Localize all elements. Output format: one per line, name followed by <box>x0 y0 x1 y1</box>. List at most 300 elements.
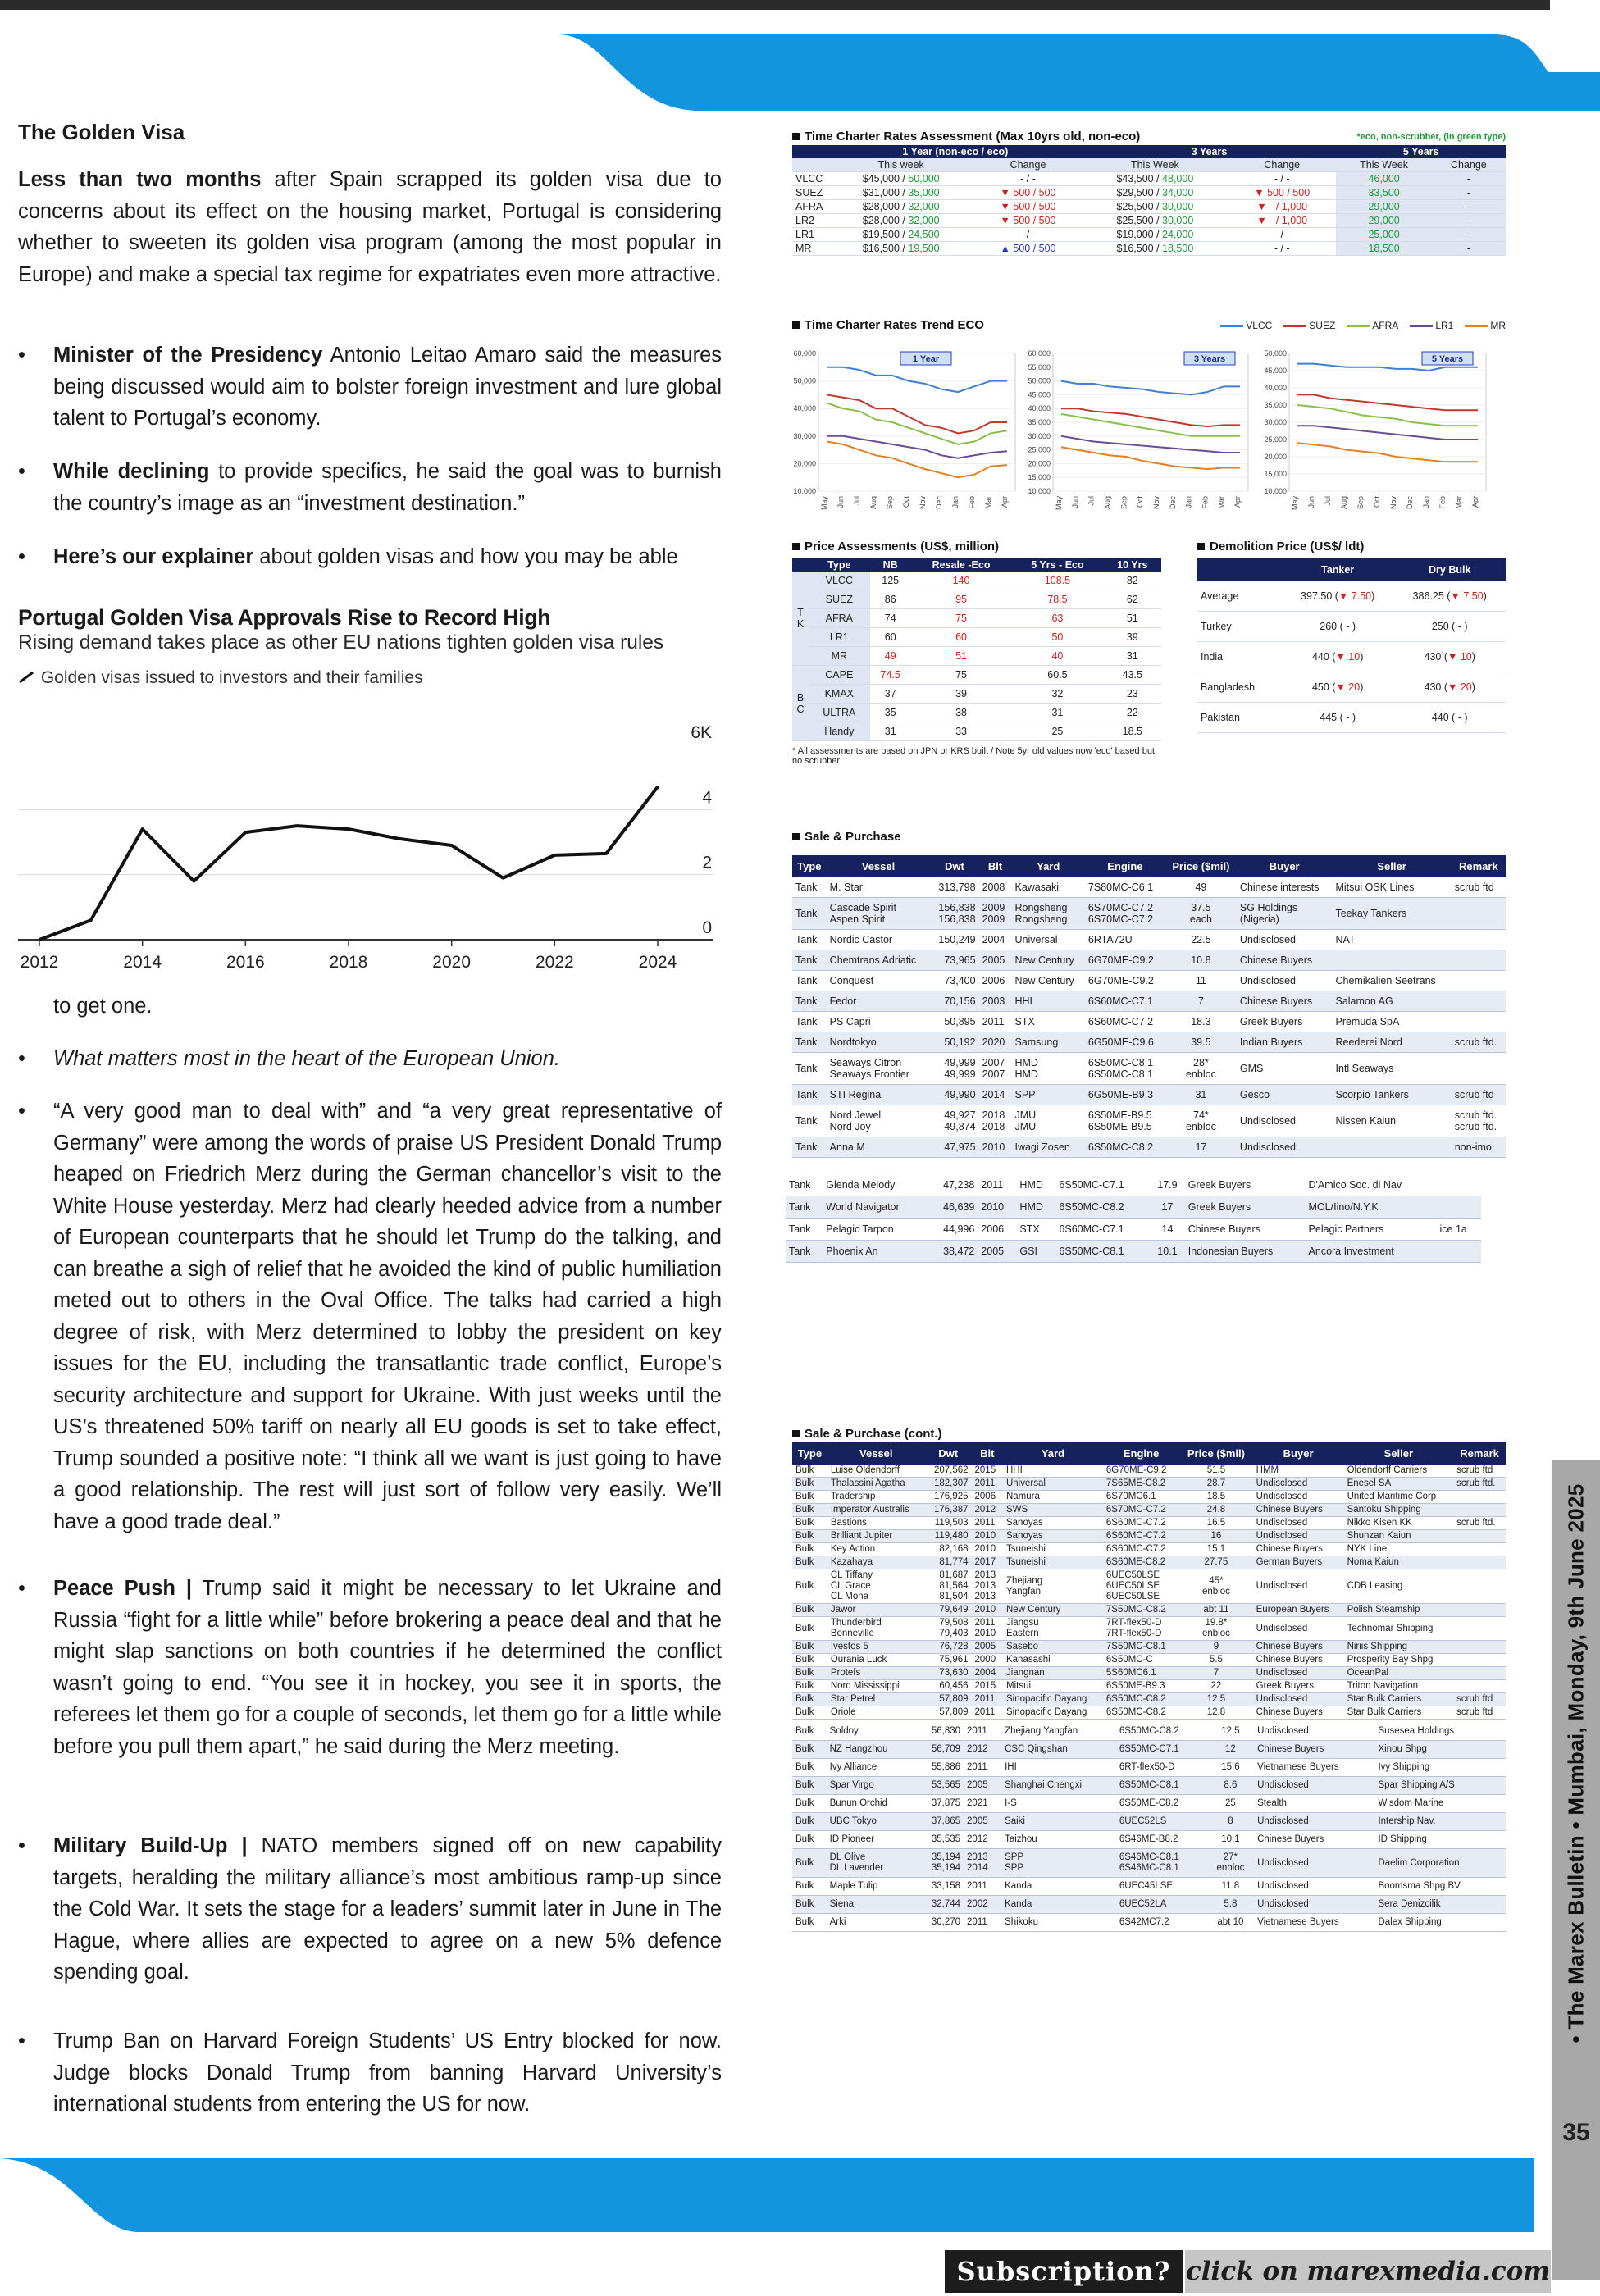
sp-cell: New Century <box>1011 950 1084 971</box>
sp-cell <box>1452 930 1506 950</box>
sale-purchase-extra-table <box>786 1174 1481 1263</box>
trend-x-label: Apr <box>1001 496 1009 508</box>
sp-cell: 119,503 <box>925 1517 972 1530</box>
sp-cell: scrub ftd <box>1453 1465 1506 1478</box>
sp-row <box>792 930 1506 950</box>
tc-5yr-change: - <box>1432 200 1506 214</box>
sp-cell: Premuda SpA <box>1332 1012 1451 1032</box>
tc-1yr-change: ▲ 500 / 500 <box>973 242 1082 256</box>
demo-drybulk: 440 ( - ) <box>1393 703 1506 733</box>
sp-cell <box>1452 1053 1506 1085</box>
sp-cell: Bastions <box>827 1517 925 1530</box>
bullet-declining: • While declining to provide specifics, he said the goal was to burnish the country’s image as an “investment destination.” <box>18 460 722 515</box>
sp-cell: 6UEC45LSE <box>1116 1878 1207 1896</box>
sp-cell: 15.6 <box>1207 1759 1254 1777</box>
trend-y-label: 35,000 <box>1264 401 1287 409</box>
bullet-harvard: • Trump Ban on Harvard Foreign Students’ US Entry blocked for now. Judge blocks Donald Trump from banning Harvard University’s international students from entering the US for now. <box>18 2025 722 2121</box>
pa-cell: 140 <box>911 572 1011 590</box>
sp-cell: Conquest <box>827 971 931 991</box>
sp-cell: 2012 <box>972 1504 1003 1517</box>
sp-cell: 2002 <box>964 1896 1001 1914</box>
sp-cell: 2015 <box>972 1680 1003 1693</box>
trend-panel <box>1264 349 1486 510</box>
sp-cell: Undisclosed <box>1253 1478 1344 1491</box>
sp-cell: Universal <box>1003 1478 1103 1491</box>
sp-row <box>792 1667 1506 1680</box>
bullet-bold: Here’s our explainer <box>53 545 254 568</box>
sp-cell: Xinou Shpg <box>1374 1741 1497 1759</box>
sp-cell: scrub ftd <box>1453 1693 1506 1706</box>
data-point <box>244 831 247 834</box>
sp-cell: Bulk <box>792 1777 827 1795</box>
sp-row <box>792 1914 1506 1932</box>
x-tick-label: 2016 <box>226 953 265 972</box>
demo-row <box>1197 612 1506 642</box>
sale2-title-text: Sale & Purchase (cont.) <box>805 1427 942 1441</box>
sp-cell: Niriis Shipping <box>1344 1641 1454 1654</box>
sp-cell: 6S50MC-C8.2 <box>1055 1196 1150 1219</box>
demo-row <box>1197 581 1506 612</box>
sp-cell: 6S50MC-C8.1 <box>1055 1241 1150 1263</box>
trend-y-label: 10,000 <box>1028 487 1051 495</box>
trend-y-label: 30,000 <box>1028 431 1051 440</box>
sp-cell: Chinese interests <box>1237 877 1333 898</box>
sp-cell: Sanoyas <box>1003 1530 1103 1543</box>
sp-cell: 2005 <box>964 1777 1001 1795</box>
trend-x-label: Apr <box>1471 496 1479 508</box>
sp-cell: 32,744 <box>915 1896 964 1914</box>
sp-cell: PS Capri <box>827 1012 931 1032</box>
sp-cell: 2010 <box>972 1543 1003 1556</box>
sp-cell: Kanda <box>1001 1878 1116 1896</box>
demo-row <box>1197 672 1506 703</box>
sp-cell: 44,996 <box>928 1219 978 1241</box>
sp-cell: 73,965 <box>930 950 978 971</box>
pa-cell: 60.5 <box>1011 666 1103 685</box>
sp-cell: Scorpio Tankers <box>1332 1085 1451 1105</box>
sp-row <box>792 971 1506 991</box>
sp-cell: Bulk <box>792 1517 827 1530</box>
sp-cell: 35,194 35,194 <box>915 1849 964 1878</box>
sp-cell: 10.8 <box>1165 950 1237 971</box>
sp-cell: Indian Buyers <box>1237 1032 1333 1053</box>
sp-cell: Bulk <box>792 1604 827 1617</box>
trend-panel-label: 1 Year <box>912 354 940 364</box>
sp-cell <box>1453 1617 1506 1641</box>
demo-row <box>1197 703 1506 733</box>
sp-cell: 6G50ME-B9.3 <box>1085 1085 1165 1105</box>
sp-cell: 12 <box>1207 1741 1254 1759</box>
sp-cell: Star Petrel <box>827 1693 925 1706</box>
sp-cell: 15.1 <box>1179 1543 1252 1556</box>
sp-cell: Ourania Luck <box>827 1654 925 1667</box>
pa-cell: MR <box>809 647 870 666</box>
sp-cell: Shunzan Kaiun <box>1344 1530 1454 1543</box>
sp-cell: Boomsma Shpg BV <box>1374 1878 1497 1896</box>
data-point <box>39 939 41 941</box>
tc-sub: This Week <box>1083 158 1228 172</box>
sp-col-header: Buyer <box>1283 1447 1314 1460</box>
demo-location: Turkey <box>1197 612 1282 642</box>
tc-5yr-change: - <box>1432 242 1506 256</box>
bullet-text: about golden visas and how you may be able <box>253 545 678 568</box>
sp-cell: Undisclosed <box>1237 1105 1333 1137</box>
sp-row <box>792 1105 1506 1137</box>
pa-cell: 51 <box>1104 609 1161 628</box>
sp-cell: Bulk <box>792 1543 827 1556</box>
sp-cell: Sasebo <box>1003 1641 1103 1654</box>
demolition-title <box>1197 540 1506 554</box>
trend-x-label: Aug <box>869 496 877 510</box>
pa-cell: 25 <box>1011 722 1103 741</box>
sp-cell: HMD <box>1016 1196 1055 1219</box>
bullet-text: Antonio Leitao Amaro said the measures being discussed would aim to bolster foreign investment and lure global talent to Portugal’s economy. <box>53 344 722 430</box>
sp-cell: 75,961 <box>925 1654 972 1667</box>
pa-cell: 31 <box>1104 647 1161 666</box>
sp-cell: Greek Buyers <box>1253 1680 1344 1693</box>
data-point <box>296 825 299 827</box>
sp-cell: Bulk <box>792 1706 827 1720</box>
sp-cell: 27* enbloc <box>1207 1849 1254 1878</box>
sp-cell: Pelagic Partners <box>1306 1219 1437 1241</box>
sp-cell: Thunderbird Bonneville <box>827 1617 925 1641</box>
sp-col-header: Blt <box>980 1447 995 1460</box>
pa-cell: AFRA <box>809 609 870 628</box>
sp-cell: Key Action <box>827 1543 925 1556</box>
pa-cell: 60 <box>911 628 1011 647</box>
trend-x-label: Jun <box>1070 496 1079 508</box>
subscription-link[interactable]: click on marexmedia.com <box>1185 2250 1551 2293</box>
trend-x-label: Mar <box>1455 496 1463 509</box>
tc-sub: This Week <box>1336 158 1431 172</box>
trend-x-label: Dec <box>935 496 943 510</box>
trend-y-label: 15,000 <box>1028 473 1051 482</box>
sp-cell: 2013 2014 <box>964 1849 1001 1878</box>
sp-cell: 176,925 <box>925 1491 972 1504</box>
sp-cell: Undisclosed <box>1253 1530 1344 1543</box>
sp-cell: Tank <box>786 1219 823 1241</box>
data-point <box>348 828 350 831</box>
sp-cell: Undisclosed <box>1253 1491 1344 1504</box>
sp-cell <box>1497 1813 1506 1831</box>
pa-cell: 32 <box>1011 685 1103 704</box>
demo-location: Pakistan <box>1197 703 1282 733</box>
sp-cell: Kanasashi <box>1003 1654 1103 1667</box>
trend-x-label: Oct <box>902 496 910 508</box>
sp-row <box>792 898 1506 930</box>
sp-cell: CSC Qingshan <box>1001 1741 1116 1759</box>
tc-type: MR <box>792 242 828 256</box>
sp-cell: 6G50ME-C9.6 <box>1085 1032 1165 1053</box>
sp-cell: ID Pioneer <box>827 1831 915 1849</box>
header-wave <box>0 34 1600 116</box>
sp-cell: 53,565 <box>915 1777 964 1795</box>
sp-cell: Phoenix An <box>823 1241 928 1263</box>
tc-5yr-rate: 29,000 <box>1336 200 1431 214</box>
sp-cell: Vietnamese Buyers <box>1254 1914 1374 1932</box>
subscription-label: Subscription? <box>945 2250 1183 2293</box>
trend-y-label: 15,000 <box>1264 470 1287 478</box>
sp-cell: 49 <box>1165 877 1237 898</box>
sp-cell: World Navigator <box>823 1196 928 1219</box>
pa-cell: 63 <box>1011 609 1103 628</box>
sp-cell: Star Bulk Carriers <box>1344 1706 1454 1720</box>
vertical-dateline: • The Marex Bulletin • Mumbai, Monday, 9th June 2025 <box>1563 1483 1589 2043</box>
sp-cell: 55,886 <box>915 1759 964 1777</box>
sp-cell: 2013 2013 2013 <box>972 1569 1003 1604</box>
tc-1yr-rate: $19,500 / 24,500 <box>828 228 973 242</box>
sp-cell: 2000 <box>972 1654 1003 1667</box>
sp-cell: 22 <box>1179 1680 1252 1693</box>
x-tick-label: 2022 <box>535 953 574 972</box>
sp-cell: Oriole <box>827 1706 925 1720</box>
intro-paragraph <box>18 164 722 290</box>
sp-cell: Bulk <box>792 1741 827 1759</box>
tc-3yr-change: ▼ 500 / 500 <box>1228 186 1336 200</box>
sp-cell: STX <box>1011 1012 1084 1032</box>
sp-cell: 79,649 <box>925 1604 972 1617</box>
demo-col-header: Tanker <box>1321 564 1355 576</box>
sp-cell: non-imo <box>1452 1137 1506 1158</box>
sp-cell: Intl Seaways <box>1332 1053 1451 1085</box>
trend-x-label: Mar <box>1217 496 1226 509</box>
sp-cell: CDB Leasing <box>1344 1569 1454 1604</box>
trend-x-label: Sep <box>1119 496 1128 510</box>
sp-cell: Tank <box>786 1174 823 1196</box>
sp-cell: 8.6 <box>1207 1777 1254 1795</box>
sp-cell: 6S50MC-C8.2 <box>1103 1693 1179 1706</box>
continuation-text <box>18 991 722 1023</box>
y-tick-label: 0 <box>702 918 712 937</box>
sp-cell: Bulk <box>792 1478 827 1491</box>
trend-panel-label: 5 Years <box>1431 354 1464 364</box>
sp-cell: 2011 2010 <box>972 1617 1003 1641</box>
pa-col-header: Type <box>827 559 851 571</box>
sp-row <box>792 1137 1506 1158</box>
sp-cell: Jiangsu Eastern <box>1003 1617 1103 1641</box>
demo-col-header: Dry Bulk <box>1429 564 1471 576</box>
bullet-military: • Military Build-Up | NATO members signed off on new capability targets, heralding the military alliance’s most ambitious ramp-up since the Cold War. It sets the stage for a leaders’ summit later in June in The Hague, where allies are expected to agree on a new 5% defence spending goal. <box>18 1834 722 1984</box>
sp-cell: Tank <box>792 1137 827 1158</box>
sp-cell: 16 <box>1179 1530 1252 1543</box>
tc-sub: Change <box>1432 158 1506 172</box>
sp-cell: HMM <box>1253 1465 1344 1478</box>
pa-row <box>792 666 1161 685</box>
sp-row <box>792 1053 1506 1085</box>
sp-cell <box>1452 1012 1506 1032</box>
sp-col-header: Seller <box>1377 860 1406 872</box>
tc-3yr-rate: $43,500 / 48,000 <box>1083 172 1228 186</box>
tc-5yr-rate: 46,000 <box>1336 172 1431 186</box>
trend-x-label: Nov <box>919 496 927 510</box>
sp-cell: 156,838 156,838 <box>930 898 978 930</box>
sp-cell: 56,709 <box>915 1741 964 1759</box>
sp-cell: 6S60ME-C8.2 <box>1103 1556 1179 1569</box>
data-point <box>605 852 608 854</box>
tc-3yr-rate: $16,500 / 18,500 <box>1083 242 1228 256</box>
sp-cell: 6S50MC-C8.2 <box>1085 1137 1165 1158</box>
sp-cell: 49,927 49,874 <box>930 1105 978 1137</box>
sp-cell <box>1452 950 1506 971</box>
bullet-bold: Military Build-Up | <box>53 1834 248 1857</box>
sp-cell: CL Tiffany CL Grace CL Mona <box>827 1569 925 1604</box>
trend-x-label: Feb <box>1201 496 1210 509</box>
data-point <box>554 854 556 856</box>
trend-x-label: Nov <box>1151 496 1160 510</box>
sp-cell: 79,508 79,403 <box>925 1617 972 1641</box>
sp-cell: 6S46MC-C8.1 6S46MC-C8.1 <box>1116 1849 1207 1878</box>
sp-row <box>792 950 1506 971</box>
tc-1yr-change: ▼ 500 / 500 <box>973 214 1082 228</box>
sp-cell: 31 <box>1165 1085 1237 1105</box>
chart-subtitle: Rising demand takes place as other EU nations tighten golden visa rules <box>18 631 664 654</box>
sp-cell: 207,562 <box>925 1465 972 1478</box>
tc-group-5yr: 5 Years <box>1402 146 1439 157</box>
sp-cell: 73,400 <box>930 971 978 991</box>
pa-cell: 75 <box>911 666 1011 685</box>
sp-cell: 176,387 <box>925 1504 972 1517</box>
data-point <box>141 828 144 831</box>
sp-header <box>792 1442 1506 1465</box>
sp-cell: NZ Hangzhou <box>827 1741 915 1759</box>
tc-corner <box>792 145 828 158</box>
sp-cell: 2004 <box>972 1667 1003 1680</box>
data-point <box>450 844 453 846</box>
pa-cell: 108.5 <box>1011 572 1103 590</box>
pa-row <box>792 590 1161 609</box>
sp-cell: New Century <box>1003 1604 1103 1617</box>
sp-cell: 2003 <box>979 991 1012 1012</box>
sp-cell: Tank <box>792 1032 827 1053</box>
sp-cell: Undisclosed <box>1254 1849 1374 1878</box>
demo-location: India <box>1197 642 1282 672</box>
tc-rates-note: *eco, non-scrubber, (in green type) <box>1356 131 1506 142</box>
tc-1yr-rate: $28,000 / 32,000 <box>828 200 973 214</box>
pa-cell: LR1 <box>809 628 870 647</box>
tc-rates-table <box>792 145 1506 256</box>
sp-cell: Wisdom Marine <box>1374 1795 1497 1813</box>
sp-cell: scrub ftd. scrub ftd. <box>1452 1105 1506 1137</box>
sp-cell: HHI <box>1011 991 1084 1012</box>
trend-y-label: 45,000 <box>1264 367 1287 375</box>
sp-cell: Tank <box>792 1085 827 1105</box>
sp-cell: 9 <box>1179 1641 1252 1654</box>
sale-title <box>792 830 1506 844</box>
sp-row <box>792 1617 1506 1641</box>
pa-cell: 18.5 <box>1104 722 1161 741</box>
y-tick-label: 6K <box>691 723 712 742</box>
sp-cell: ice 1a <box>1437 1219 1482 1241</box>
sp-cell: 6S50MC-C8.1 <box>1116 1777 1207 1795</box>
sp-cell: Ivy Alliance <box>827 1759 915 1777</box>
sp-row <box>792 1517 1506 1530</box>
sp-cell: 76,728 <box>925 1641 972 1654</box>
sp-cell: Teekay Tankers <box>1332 898 1451 930</box>
demo-col-header <box>1197 558 1282 581</box>
trend-y-label: 25,000 <box>1264 435 1287 444</box>
vertical-sidebar <box>1552 1460 1600 2280</box>
bullet-peace: • Peace Push | Trump said it might be necessary to let Ukraine and Russia “fight for a little while” before brokering a peace deal and that he might slap sanctions on both countries if he determined the conflict wasn’t going to end. “You see it in hockey, you see it in sports, the referees let them go for a couple of seconds, let them go for a little while before you pull them apart,” he said during the Merz meeting. <box>18 1577 722 1758</box>
pa-cell: 38 <box>911 704 1011 722</box>
x-tick-label: 2012 <box>20 953 59 972</box>
pa-col-header: 5 Yrs - Eco <box>1031 559 1084 571</box>
sp-cell: 6S42MC7.2 <box>1116 1914 1207 1932</box>
sp-cell: 2021 <box>964 1795 1001 1813</box>
demo-location: Average <box>1197 581 1282 612</box>
sp-cell: Tradership <box>827 1491 925 1504</box>
sp-cell: IHI <box>1001 1759 1116 1777</box>
sp-cell: Tank <box>792 1053 827 1085</box>
pa-cell: 51 <box>911 647 1011 666</box>
sp-row <box>792 1723 1506 1741</box>
sp-cell: 6S50ME-B9.5 6S50ME-B9.5 <box>1085 1105 1165 1137</box>
sp-cell: 17 <box>1165 1137 1237 1158</box>
sp-row <box>792 1878 1506 1896</box>
trend-x-label: Mar <box>984 496 992 509</box>
sp-cell: Jawor <box>827 1604 925 1617</box>
sp-cell: 6RT-flex50-D <box>1116 1759 1207 1777</box>
sp-cell <box>1497 1831 1506 1849</box>
sp-row <box>792 1465 1506 1478</box>
sp-cell: 47,975 <box>930 1137 978 1158</box>
sp-cell <box>1497 1896 1506 1914</box>
trend-x-label: May <box>1291 496 1299 511</box>
sp-cell: 6S70MC-C7.2 <box>1103 1504 1179 1517</box>
tc-type: VLCC <box>792 172 828 186</box>
sp-cell: Salamon AG <box>1332 991 1451 1012</box>
tc-row <box>792 200 1506 214</box>
sp-cell: New Century <box>1011 971 1084 991</box>
sp-cell: 6S50MC-C8.2 <box>1116 1723 1207 1741</box>
sp-row <box>792 1032 1506 1053</box>
trend-y-label: 20,000 <box>1264 453 1287 461</box>
sp-cell: 2011 <box>964 1914 1001 1932</box>
sp-cell: Chinese Buyers <box>1253 1654 1344 1667</box>
sp-cell: United Maritime Corp <box>1344 1491 1454 1504</box>
sp-row <box>792 1759 1506 1777</box>
sp-cell: 37.5 each <box>1165 898 1237 930</box>
sp-cell: 182,307 <box>925 1478 972 1491</box>
sp-cell: 7S65ME-C8.2 <box>1103 1478 1179 1491</box>
sp-col-header: Dwt <box>945 860 964 872</box>
sp-cell: 2012 <box>964 1831 1001 1849</box>
sp-cell: 7S80MC-C6.1 <box>1085 877 1165 898</box>
tc-row <box>792 172 1506 186</box>
sp-cell: 35,535 <box>915 1831 964 1849</box>
sp-cell: Undisclosed <box>1237 971 1333 991</box>
pa-col-header: Resale -Eco <box>932 559 991 571</box>
sp-cell: 7S50MC-C8.2 <box>1103 1604 1179 1617</box>
sp-cell: 6S50MC-C7.1 <box>1055 1174 1150 1196</box>
sale-purchase-cont-section <box>792 1427 1506 1932</box>
tc-sub: Change <box>973 158 1082 172</box>
sp-cell: Bulk <box>792 1723 827 1741</box>
demo-drybulk: 430 (▼ 10) <box>1393 642 1506 672</box>
sp-cell: 2014 <box>979 1085 1012 1105</box>
trend-x-label: May <box>820 496 828 511</box>
sp-cell: 37,875 <box>915 1795 964 1813</box>
sp-cell: 2004 <box>979 930 1012 950</box>
tc-3yr-rate: $29,500 / 34,000 <box>1083 186 1228 200</box>
sp-cell: 2011 <box>964 1723 1001 1741</box>
sp-cell: 5S60MC6.1 <box>1103 1667 1179 1680</box>
sp-cell: 5.5 <box>1179 1654 1252 1667</box>
demo-tanker: 440 (▼ 10) <box>1282 642 1394 672</box>
sp-cell: Sera Denizcilik <box>1374 1896 1497 1914</box>
sp-cell: 81,687 81,564 81,504 <box>925 1569 972 1604</box>
sp-cell: 2005 <box>964 1813 1001 1831</box>
pa-cell: 35 <box>870 704 911 722</box>
